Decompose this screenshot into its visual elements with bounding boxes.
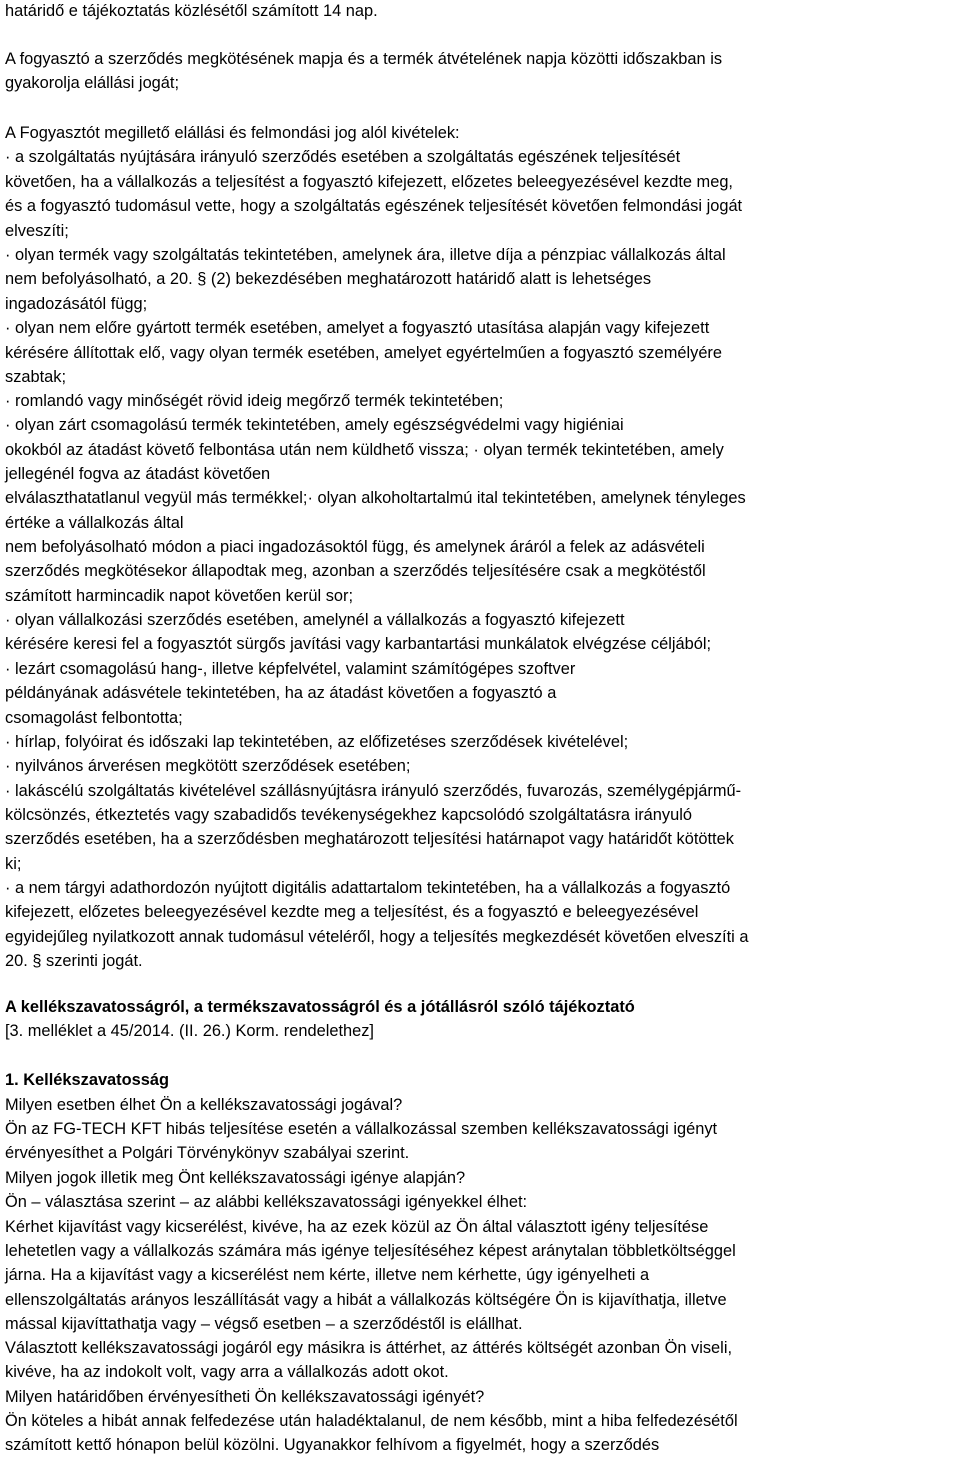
text-line: A fogyasztó a szerződés megkötésének mapja és a termék átvételének napja közötti időszakban is [5, 50, 723, 68]
text-line: egyidejűleg nyilatkozott annak tudomásul vételéről, hogy a teljesítés megkezdését követően elveszíti a [5, 928, 749, 946]
text-line: elválaszthatatlanul vegyül más termékkel;· olyan alkoholtartalmú ital tekintetében, amelynek tényleges [5, 489, 746, 507]
text-line: · olyan nem előre gyártott termék esetében, amelyet a fogyasztó utasítása alapján vagy kifejezett [5, 319, 710, 337]
text-line: · a nem tárgyi adathordozón nyújtott digitális adattartalom tekintetében, ha a vállalkozás a fogyasztó [5, 879, 731, 897]
section-heading: 1. Kellékszavatosság [5, 1071, 170, 1089]
text-line: csomagolást felbontotta; [5, 709, 183, 727]
text-line: számított kettő hónapon belül közölni. Ugyanakkor felhívom a figyelmét, hogy a szerződés [5, 1436, 660, 1454]
text-line: kölcsönzés, étkeztetés vagy szabadidős tevékenységekhez kapcsolódó szolgáltatásra irányuló [5, 806, 692, 824]
text-line: ingadozásától függ; [5, 295, 148, 313]
text-line: A Fogyasztót megillető elállási és felmondási jog alól kivételek: [5, 124, 460, 142]
text-line: Kérhet kijavítást vagy kicserélést, kivéve, ha az ezek közül az Ön által választott igény teljesítése [5, 1218, 709, 1236]
text-line: · a szolgáltatás nyújtására irányuló szerződés esetében a szolgáltatás egészének teljesítését [5, 148, 681, 166]
text-line: kérésére keresi fel a fogyasztót sürgős javítási vagy karbantartási munkálatok elvégzése céljából; [5, 635, 712, 653]
text-line: [3. melléklet a 45/2014. (II. 26.) Korm. rendelethez] [5, 1022, 374, 1040]
text-line: számított harmincadik napot követően kerül sor; [5, 587, 354, 605]
text-line: határidő e tájékoztatás közlésétől számított 14 nap. [5, 2, 378, 20]
text-line: ki; [5, 855, 22, 873]
text-line: nem befolyásolható módon a piaci ingadozásoktól függ, és amelynek áráról a felek az adásvételi [5, 538, 705, 556]
text-line: járna. Ha a kijavítást vagy a kicserélést nem kérte, illetve nem kérhette, úgy igényelheti a [5, 1266, 650, 1284]
text-line: · hírlap, folyóirat és időszaki lap tekintetében, az előfizetéses szerződések kivételével; [5, 733, 629, 751]
text-line: · nyilvános árverésen megkötött szerződések esetében; [5, 757, 411, 775]
text-line: Milyen jogok illetik meg Önt kellékszavatossági igénye alapján? [5, 1169, 466, 1187]
text-line: jellegénél fogva az átadást követően [5, 465, 271, 483]
text-line: Választott kellékszavatossági jogáról egy másikra is áttérhet, az áttérés költségét azonban Ön viseli, [5, 1339, 733, 1357]
section-heading: A kellékszavatosságról, a termékszavatosságról és a jótállásról szóló tájékoztató [5, 998, 635, 1016]
text-line: · olyan termék vagy szolgáltatás tekintetében, amelynek ára, illetve díja a pénzpiac vállalkozás által [5, 246, 726, 264]
text-line: · lakáscélú szolgáltatás kivételével szállásnyújtásra irányuló szerződés, fuvarozás, személygépjármű- [5, 782, 742, 800]
text-line: · romlandó vagy minőségét rövid ideig megőrző termék tekintetében; [5, 392, 504, 410]
text-line: gyakorolja elállási jogát; [5, 74, 180, 92]
text-line: Milyen esetben élhet Ön a kellékszavatossági jogával? [5, 1096, 403, 1114]
text-line: példányának adásvétele tekintetében, ha az átadást követően a fogyasztó a [5, 684, 557, 702]
text-line: · olyan vállalkozási szerződés esetében, amelynél a vállalkozás a fogyasztó kifejezett [5, 611, 625, 629]
text-line: értéke a vállalkozás által [5, 514, 184, 532]
text-line: érvényesíthet a Polgári Törvénykönyv szabályai szerint. [5, 1144, 410, 1162]
text-line: szerződés megkötésekor állapodtak meg, azonban a szerződés teljesítésére csak a megkötéstől [5, 562, 706, 580]
text-line: kifejezett, előzetes beleegyezésével kezdte meg a teljesítést, és a fogyasztó e beleegyezésével [5, 903, 699, 921]
text-line: okokból az átadást követő felbontása után nem küldhető vissza; · olyan termék tekintetében, amely [5, 441, 724, 459]
text-line: szerződés esetében, ha a szerződésben meghatározott teljesítési határnapot vagy határidőt kötöttek [5, 830, 734, 848]
text-line: ellenszolgáltatás arányos leszállítását vagy a hibát a vállalkozás költségére Ön is kijavíthatja, illetve [5, 1291, 727, 1309]
text-line: szabtak; [5, 368, 67, 386]
text-line: lehetetlen vagy a vállalkozás számára más igénye teljesítéséhez képest aránytalan többletköltséggel [5, 1242, 736, 1260]
text-line: Milyen határidőben érvényesítheti Ön kellékszavatossági igényét? [5, 1388, 485, 1406]
text-line: mással kijavíttathatja vagy – végső esetben – a szerződéstől is elállhat. [5, 1315, 523, 1333]
text-line: kivéve, ha az indokolt volt, vagy arra a vállalkozás adott okot. [5, 1363, 449, 1381]
text-line: nem befolyásolható, a 20. § (2) bekezdésében meghatározott határidő alatt is lehetséges [5, 270, 652, 288]
text-line: · lezárt csomagolású hang-, illetve képfelvétel, valamint számítógépes szoftver [5, 660, 576, 678]
text-line: Ön köteles a hibát annak felfedezése után haladéktalanul, de nem később, mint a hiba felfedezésétől [5, 1412, 738, 1430]
text-line: elveszíti; [5, 222, 69, 240]
text-line: 20. § szerinti jogát. [5, 952, 143, 970]
text-line: kérésére állítottak elő, vagy olyan termék esetében, amelyet egyértelműen a fogyasztó személyére [5, 344, 723, 362]
text-line: és a fogyasztó tudomásul vette, hogy a szolgáltatás egészének teljesítését követően felmondási jogát [5, 197, 743, 215]
text-line: követően, ha a vállalkozás a teljesítést a fogyasztó kifejezett, előzetes beleegyezésével kezdte meg, [5, 173, 733, 191]
text-line: Ön az FG-TECH KFT hibás teljesítése esetén a vállalkozással szemben kellékszavatossági igényt [5, 1120, 718, 1138]
text-line: Ön – választása szerint – az alábbi kellékszavatossági igényekkel élhet: [5, 1193, 528, 1211]
text-line: · olyan zárt csomagolású termék tekintetében, amely egészségvédelmi vagy higiéniai [5, 416, 624, 434]
